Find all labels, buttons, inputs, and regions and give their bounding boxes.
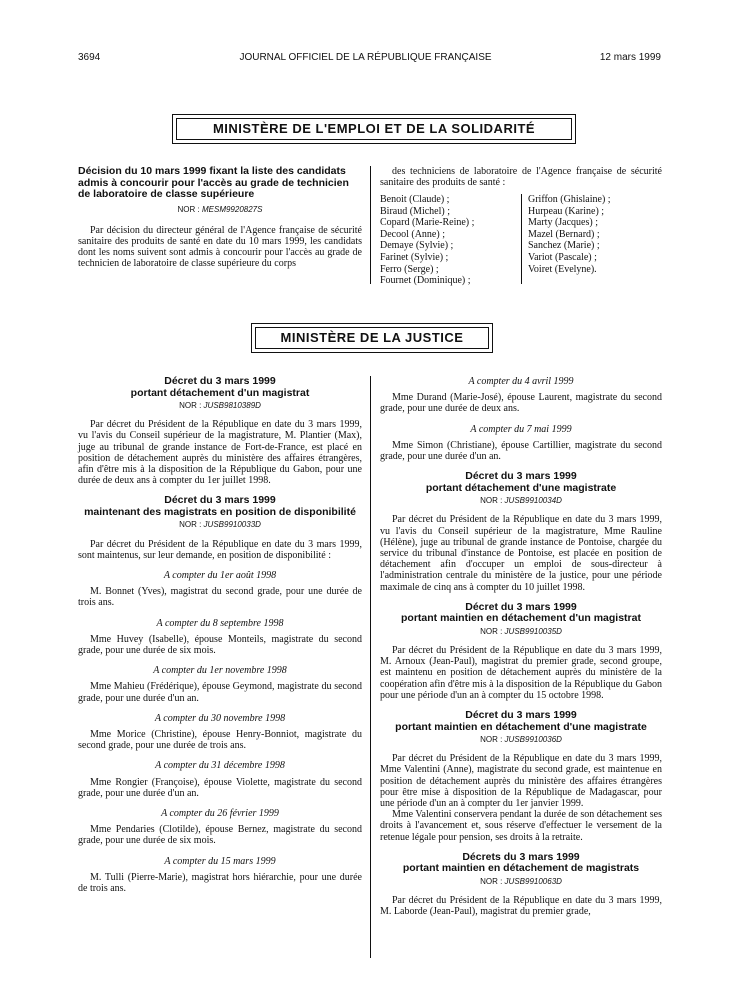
decree-nor: NOR : JUSB9910034D [480, 496, 562, 506]
decree-body-continued: Mme Valentini conservera pendant la durée de son détachement ses droits à l'avancement et, sous réserve d'effectuer le versement de la retenue légale pour pension, ses droits à la retraite. [380, 809, 662, 843]
decision-body: Par décision du directeur général de l'Agence française de sécurité sanitaire des produits de santé en date du 10 mars 1999, les candidats dont les noms suivent sont admis à concourir pour l'accès au grade de technicien de laboratoire de classe supérieure du corps [78, 224, 362, 270]
decree-title: Décret du 3 mars 1999 [465, 600, 577, 613]
list-item: Decool (Anne) ; [380, 228, 445, 240]
entry: Mme Simon (Christiane), épouse Cartillier, magistrate du second grade, pour une durée d'un an. [380, 439, 662, 463]
ministry-title: MINISTÈRE DE LA JUSTICE [255, 327, 489, 349]
entry: Mme Pendaries (Clotilde), épouse Bernez, magistrate du second grade, pour une durée de six mois. [78, 824, 362, 847]
page-number: 3694 [78, 52, 101, 63]
entry: M. Tulli (Pierre-Marie), magistrat hors hiérarchie, pour une durée de trois ans. [78, 871, 362, 895]
entry: Mme Huvey (Isabelle), épouse Monteils, magistrate du second grade, pour une durée de six mois. [78, 633, 362, 657]
candidates-list-right [528, 194, 611, 275]
decree-subtitle: portant détachement d'un magistrat [130, 386, 310, 399]
effective-date: A compter du 26 février 1999 [161, 808, 279, 820]
candidates-list-left [380, 194, 474, 287]
decree-subtitle: portant maintien en détachement d'un magistrat [401, 612, 641, 625]
list-item: Variot (Pascale) ; [528, 251, 597, 263]
list-item: Farinet (Sylvie) ; [380, 251, 449, 263]
effective-date: A compter du 7 mai 1999 [470, 423, 572, 435]
effective-date: A compter du 8 septembre 1998 [156, 617, 284, 629]
decree-nor: NOR : JUSB9910063D [480, 876, 562, 886]
entry: Mme Morice (Christine), épouse Henry-Bonniot, magistrate du second grade, pour une durée de trois ans. [78, 729, 362, 752]
ministry-banner-justice [251, 323, 493, 353]
ministry-banner-emploi [172, 114, 576, 144]
decree-body: Par décret du Président de la République en date du 3 mars 1999, Mme Valentini (Anne), magistrate du second grade, est maintenue en position de détachement auprès du ministère des affaires étrangères pour être mise à disposition de la République de Madagascar, pour une période d'un an à compter du 1er janvier 1999. [380, 753, 662, 810]
column-divider [370, 166, 371, 284]
list-item: Mazel (Bernard) ; [528, 228, 600, 240]
effective-date: A compter du 4 avril 1999 [468, 376, 574, 387]
entry: Mme Durand (Marie-José), épouse Laurent, magistrate du second grade, pour une durée de deux ans. [380, 392, 662, 415]
effective-date: A compter du 30 novembre 1998 [154, 712, 286, 724]
list-item: Sanchez (Marie) ; [528, 240, 600, 252]
decree-subtitle: portant détachement d'une magistrate [425, 481, 617, 494]
list-item: Benoit (Claude) ; [380, 194, 450, 205]
issue-date: 12 mars 1999 [599, 52, 661, 63]
decision-title: Décision du 10 mars 1999 fixant la liste des candidats admis à concourir pour l'accès au grade de technicien de laboratoire de classe supérieure [78, 165, 349, 200]
decree-body: Par décret du Président de la République en date du 3 mars 1999, vu l'avis du Conseil supérieur de la magistrature, Mme Rauline (Hélène), juge au tribunal de grande instance de Pontoise, chargée du service du tribunal d'instance de Pontoise, est placée en position de détachement afin d'occuper un emploi de sous-directeur à l'administration centrale du ministère de la justice, pour une période maximale de cinq ans à compter du 10 juillet 1998. [380, 514, 662, 593]
list-item: Demaye (Sylvie) ; [380, 240, 454, 252]
ministry-title: MINISTÈRE DE L'EMPLOI ET DE LA SOLIDARITÉ [176, 118, 572, 140]
decree-body: Par décret du Président de la République en date du 3 mars 1999, M. Arnoux (Jean-Paul), magistrat du premier grade, second groupe, est maintenu en position de détachement auprès du ministère de la coopération afin d'être mis à la disposition de la République du Gabon pour une période d'un an à compter du 15 octobre 1998. [380, 645, 662, 701]
journal-title: JOURNAL OFFICIEL DE LA RÉPUBLIQUE FRANÇAISE [239, 52, 492, 63]
entry: Mme Mahieu (Frédérique), épouse Geymond, magistrate du second grade, pour une durée d'un an. [78, 681, 362, 704]
decree-body: Par décret du Président de la République en date du 3 mars 1999, sont maintenus, sur leur demande, en position de disponibilité : [78, 538, 362, 561]
list-item: Copard (Marie-Reine) ; [380, 217, 475, 229]
effective-date: A compter du 31 décembre 1998 [155, 760, 285, 772]
list-item: Fournet (Dominique) ; [380, 275, 471, 287]
list-item: Hurpeau (Karine) ; [528, 205, 605, 217]
decision-left-column [78, 166, 362, 270]
decree-nor: NOR : JUSB9810389D [179, 401, 261, 410]
decree-body: Par décret du Président de la République en date du 3 mars 1999, vu l'avis du Conseil supérieur de la magistrature, M. Plantier (Max), juge au tribunal de grande instance de Fort-de-France, est placé en position de détachement auprès du ministère des affaires étrangères, afin d'être mis à la disposition de la République du Gabon, pour une durée de deux ans à compter du 1er juillet 1998. [78, 419, 362, 487]
list-item: Ferro (Serge) ; [380, 263, 439, 275]
effective-date: A compter du 1er août 1998 [163, 570, 277, 582]
decree-nor: NOR : JUSB9910033D [179, 520, 261, 530]
list-divider [521, 194, 522, 284]
decree-subtitle: portant maintien en détachement de magistrats [402, 862, 640, 875]
decree-nor: NOR : JUSB9910035D [480, 626, 562, 636]
justice-right-column [380, 376, 662, 918]
list-item: Biraud (Michel) ; [380, 205, 450, 217]
decree-subtitle: portant maintien en détachement d'une magistrate [395, 720, 647, 733]
list-item: Marty (Jacques) ; [528, 217, 598, 229]
decree-title: Décret du 3 mars 1999 [465, 709, 577, 722]
effective-date: A compter du 15 mars 1999 [164, 855, 276, 867]
decree-title: Décret du 3 mars 1999 [164, 494, 276, 507]
decision-body-continued: des techniciens de laboratoire de l'Agence française de sécurité sanitaire des produits de santé : [380, 166, 662, 189]
effective-date: A compter du 1er novembre 1998 [153, 665, 287, 677]
list-item: Voiret (Evelyne). [528, 263, 597, 275]
decree-nor: NOR : JUSB9910036D [480, 735, 562, 745]
decision-nor: NOR : MESM9920827S [177, 204, 263, 214]
entry: Mme Rongier (Françoise), épouse Violette, magistrate du second grade, pour une durée d'un an. [78, 776, 362, 799]
decree-title: Décret du 3 mars 1999 [465, 470, 577, 483]
decree-title: Décret du 3 mars 1999 [164, 375, 276, 387]
decree-body: Par décret du Président de la République en date du 3 mars 1999, M. Laborde (Jean-Paul), magistrat du premier grade, [380, 895, 662, 918]
decision-right-column [380, 166, 662, 188]
column-divider [370, 376, 371, 958]
decree-title: Décrets du 3 mars 1999 [462, 850, 580, 863]
justice-left-column [78, 376, 362, 894]
decree-subtitle: maintenant des magistrats en position de disponibilité [84, 505, 356, 518]
entry: M. Bonnet (Yves), magistrat du second grade, pour une durée de trois ans. [78, 586, 362, 609]
list-item: Griffon (Ghislaine) ; [528, 194, 611, 205]
